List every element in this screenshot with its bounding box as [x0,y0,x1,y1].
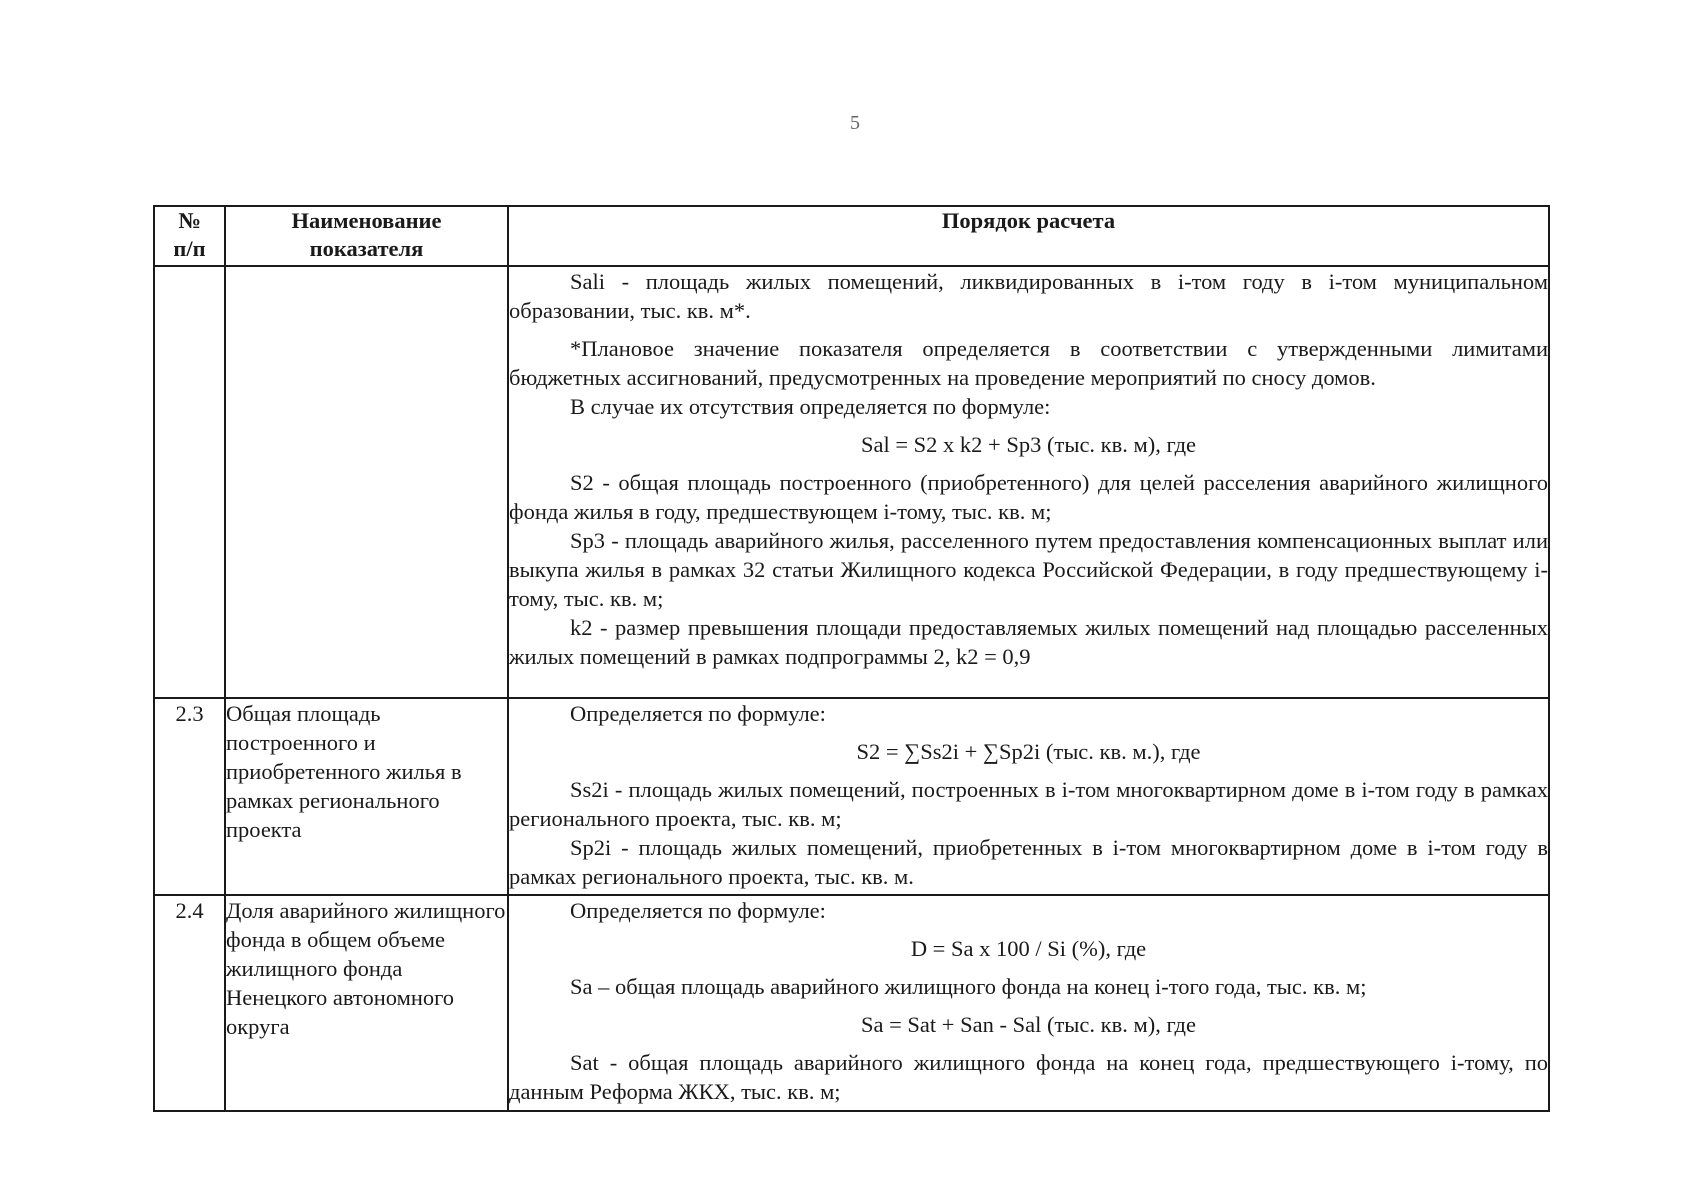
calc-paragraph: Sp2i - площадь жилых помещений, приобретенных в i-том многоквартирном доме в i-том году в рамках регионального проекта, тыс. кв. м. [509,835,1548,889]
header-calculation: Порядок расчета [508,206,1549,266]
calc-paragraph: Определяется по формуле: [570,898,826,923]
calc-paragraph: Sp3 - площадь аварийного жилья, расселенного путем предоставления компенсационных выплат или выкупа жилья в рамках 32 статьи Жилищного кодекса Российской Федерации, в году предшествующему i-тому, тыс. кв. м; [509,528,1548,611]
header-number [154,206,225,266]
row-number [154,266,225,698]
calc-paragraph: k2 - размер превышения площади предоставляемых жилых помещений над площадью расселенных жилых помещений в рамках подпрограммы 2, k2 = 0,9 [509,615,1548,669]
header-number-line1: № [178,208,201,233]
calc-formula: Sal = S2 x k2 + Sp3 (тыс. кв. м), где [860,432,1197,457]
table-row [154,895,1549,1111]
calculation-table [153,205,1550,1112]
calc-formula: S2 = ∑Ss2i + ∑Sp2i (тыс. кв. м.), где [856,739,1201,764]
header-indicator-name [225,206,508,266]
calc-paragraph: Sa – общая площадь аварийного жилищного фонда на конец i-того года, тыс. кв. м; [570,974,1367,999]
calc-paragraph: В случае их отсутствия определяется по формуле: [570,394,1051,419]
header-name-line2: показателя [309,236,424,261]
row-calculation [508,266,1549,698]
table-row [154,698,1549,895]
calc-formula: Sa = Sat + San - Sal (тыс. кв. м), где [860,1012,1196,1037]
row-indicator-name: Доля аварийного жилищного фонда в общем объеме жилищного фонда Ненецкого автономного округа [225,895,508,1111]
header-number-line2: п/п [173,236,206,261]
row-calculation [508,895,1549,1111]
calc-formula: D = Sa x 100 / Si (%), где [910,936,1147,961]
row-number: 2.3 [154,698,225,895]
calc-paragraph: Sali - площадь жилых помещений, ликвидированных в i-том году в i-том муниципальном образовании, тыс. кв. м*. [509,269,1548,323]
row-indicator-name: Общая площадь построенного и приобретенного жилья в рамках регионального проекта [225,698,508,895]
row-indicator-name [225,266,508,698]
page-number: 5 [850,112,860,134]
calc-paragraph: Sat - общая площадь аварийного жилищного фонда на конец года, предшествующего i-тому, по данным Реформа ЖКХ, тыс. кв. м; [509,1050,1548,1104]
calc-paragraph: S2 - общая площадь построенного (приобретенного) для целей расселения аварийного жилищного фонда жилья в году, предшествующем i-тому, тыс. кв. м; [509,470,1548,524]
table-row [154,266,1549,698]
row-calculation [508,698,1549,895]
table-header-row [154,206,1549,266]
row-number: 2.4 [154,895,225,1111]
calc-paragraph: Определяется по формуле: [570,701,826,726]
calc-footnote: *Плановое значение показателя определяется в соответствии с утвержденными лимитами бюджетных ассигнований, предусмотренных на проведение мероприятий по сносу домов. [509,336,1548,390]
calc-paragraph: Ss2i - площадь жилых помещений, построенных в i-том многоквартирном доме в i-том году в рамках регионального проекта, тыс. кв. м; [509,777,1548,831]
header-name-line1: Наименование [291,208,442,233]
